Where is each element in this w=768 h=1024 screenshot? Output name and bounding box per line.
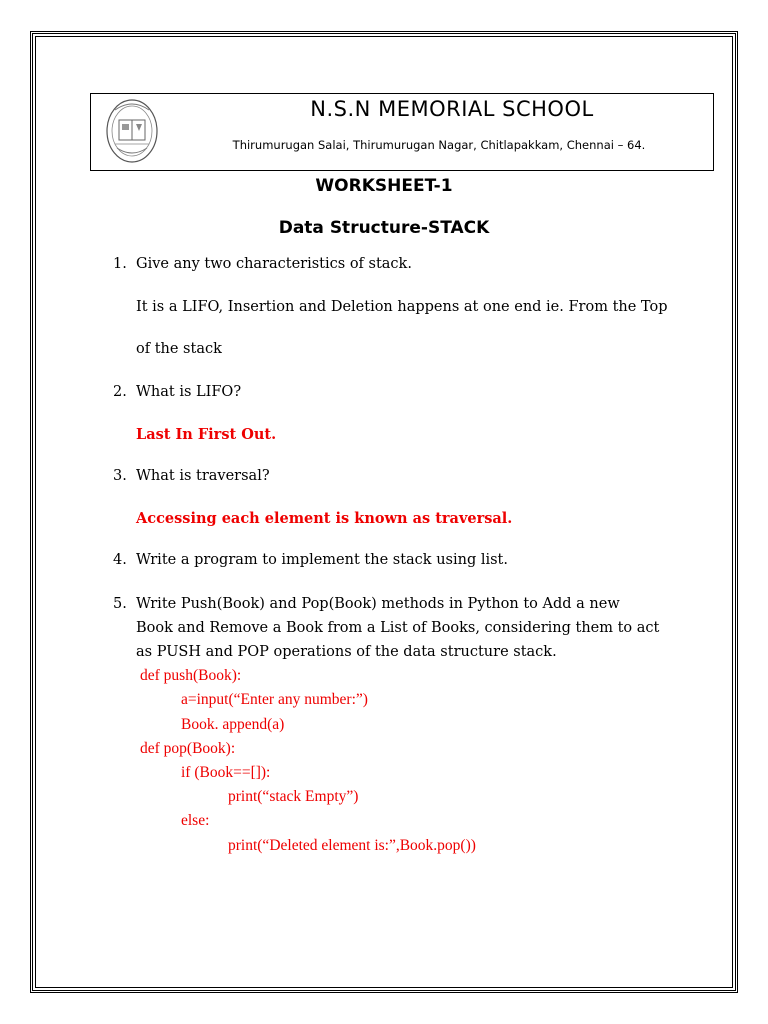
question-4-number: 4.: [113, 552, 127, 568]
school-logo-icon: [105, 98, 159, 164]
worksheet-subtitle: Data Structure-STACK: [278, 218, 490, 238]
worksheet-title: WORKSHEET-1: [315, 176, 453, 196]
code-line-4: def pop(Book):: [140, 740, 236, 757]
question-1-number: 1.: [113, 256, 127, 272]
question-3-number: 3.: [113, 468, 127, 484]
question-5-line-2: Book and Remove a Book from a List of Books, considering them to act: [136, 620, 660, 636]
school-header: [90, 93, 714, 171]
question-5-number: 5.: [113, 596, 127, 612]
answer-1-line-2: of the stack: [136, 341, 222, 357]
question-1-text: Give any two characteristics of stack.: [136, 256, 412, 272]
code-line-6: print(“stack Empty”): [228, 788, 359, 805]
question-4-text: Write a program to implement the stack using list.: [136, 552, 508, 568]
question-2-text: What is LIFO?: [136, 384, 242, 400]
code-line-1: def push(Book):: [140, 667, 242, 684]
answer-2: Last In First Out.: [136, 426, 277, 443]
code-line-3: Book. append(a): [181, 716, 285, 733]
code-line-8: print(“Deleted element is:”,Book.pop()): [228, 837, 476, 854]
answer-3: Accessing each element is known as traversal.: [136, 510, 513, 527]
school-address: Thirumurugan Salai, Thirumurugan Nagar, Chitlapakkam, Chennai – 64.: [232, 138, 646, 152]
code-line-5: if (Book==[]):: [181, 764, 271, 781]
code-line-7: else:: [181, 812, 210, 829]
answer-1-line-1: It is a LIFO, Insertion and Deletion happens at one end ie. From the Top: [136, 299, 668, 315]
school-name: N.S.N MEMORIAL SCHOOL: [310, 97, 594, 121]
code-line-2: a=input(“Enter any number:”): [181, 691, 368, 708]
question-3-text: What is traversal?: [136, 468, 270, 484]
question-5-line-1: Write Push(Book) and Pop(Book) methods in Python to Add a new: [136, 596, 620, 612]
question-5-line-3: as PUSH and POP operations of the data structure stack.: [136, 644, 557, 660]
question-2-number: 2.: [113, 384, 127, 400]
